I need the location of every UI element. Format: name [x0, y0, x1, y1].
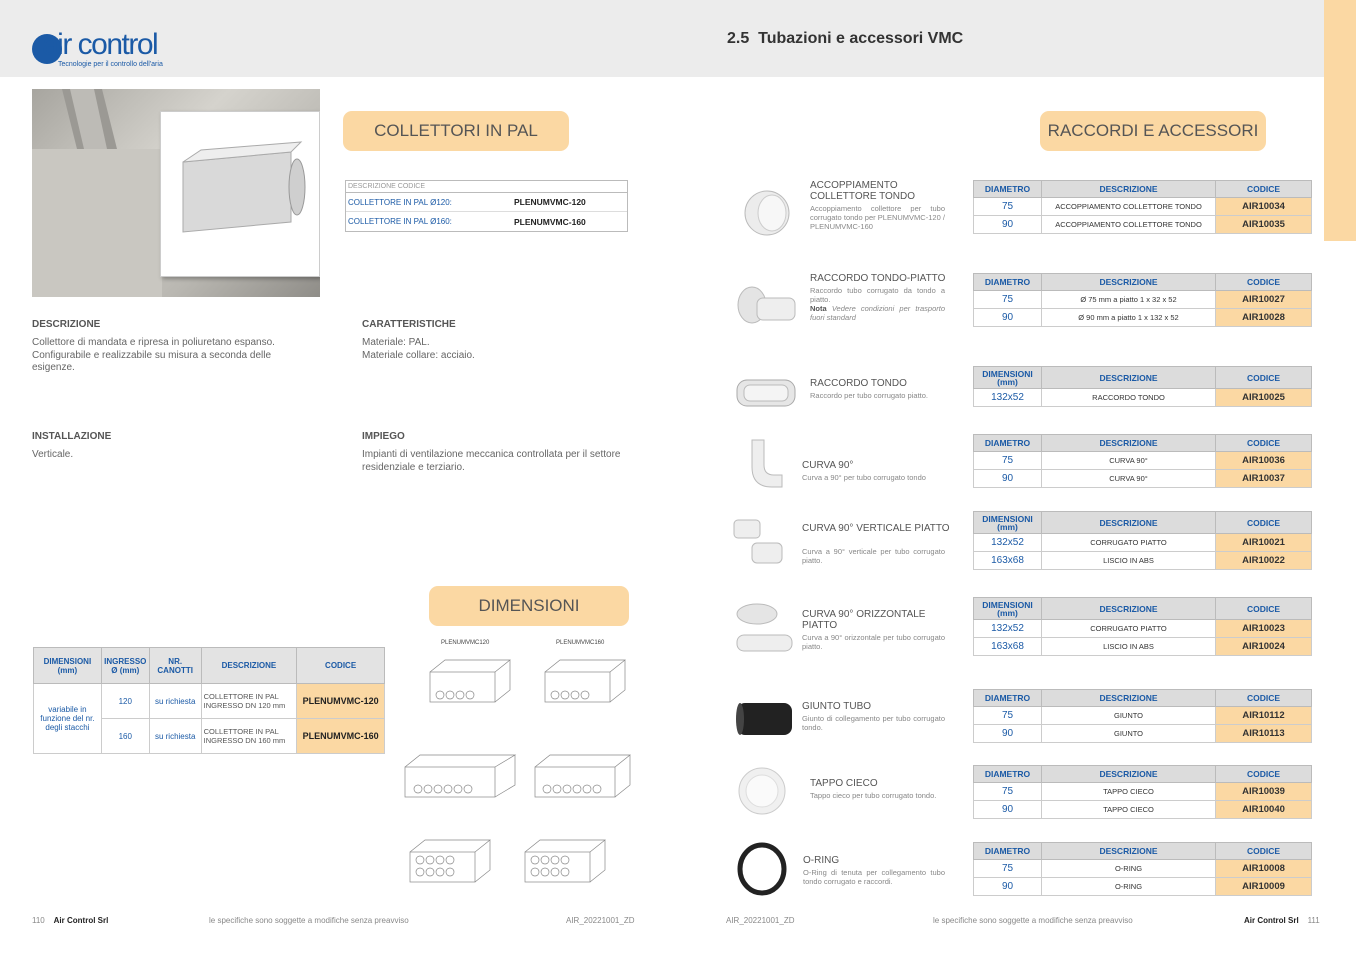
product-joint-icon [732, 695, 802, 751]
dimensioni-title: DIMENSIONI [429, 586, 629, 626]
plenum-box-icon [161, 112, 320, 278]
row-code: PLENUMVMC-160 [514, 216, 586, 227]
page-number-right: 111 [1307, 916, 1320, 925]
table-row [974, 534, 1312, 552]
product-image [732, 765, 802, 826]
table-header-row [974, 435, 1312, 452]
col-header: CODICE [1216, 367, 1312, 389]
footer-company-right: Air Control Srl [1244, 916, 1299, 925]
cell-size: 163x68 [974, 638, 1042, 656]
cell-desc: ACCOPPIAMENTO COLLETTORE TONDO [1042, 198, 1216, 216]
cell-size: 132x52 [974, 534, 1042, 552]
cell-size: 90 [974, 216, 1042, 234]
cell-desc: COLLETTORE IN PAL INGRESSO DN 160 mm [201, 719, 297, 754]
cell-size: 75 [974, 452, 1042, 470]
cell-desc: ACCOPPIAMENTO COLLETTORE TONDO [1042, 216, 1216, 234]
cell-desc: TAPPO CIECO [1042, 783, 1216, 801]
caratteristiche-text: Materiale: PAL. Materiale collare: acciaio. [362, 337, 475, 361]
col-header: DESCRIZIONE [1042, 598, 1216, 620]
col-header: CODICE [1216, 181, 1312, 198]
cell-code: AIR10035 [1216, 216, 1312, 234]
cell-desc: CORRUGATO PIATTO [1042, 534, 1216, 552]
note-label: Nota [810, 304, 827, 313]
col-header: CODICE [1216, 766, 1312, 783]
impiego-text: Impianti di ventilazione meccanica controllata per il settore residenziale e terziario. [362, 449, 621, 473]
product-desc-text: Accoppiamento collettore per tubo corrugato tondo per PLENUMVMC-120 / PLENUMVMC-160 [810, 204, 945, 231]
cell-size: 163x68 [974, 552, 1042, 570]
product-desc-text: O-Ring di tenuta per collegamento tubo tondo corrugato e raccordi. [803, 868, 945, 886]
col-header: DESCRIZIONE [1042, 274, 1216, 291]
product-photo [32, 89, 320, 297]
col-header: DIMENSIONI (mm) [34, 648, 102, 684]
cell-code: AIR10113 [1216, 725, 1312, 743]
product-desc-text: Raccordo per tubo corrugato piatto. [810, 391, 928, 400]
cell-size: 75 [974, 707, 1042, 725]
cell-code: AIR10025 [1216, 389, 1312, 407]
dim-note: variabile in funzione del nr. degli stacchi [34, 684, 102, 754]
table-header-row [974, 690, 1312, 707]
cell-canotti: su richiesta [149, 719, 201, 754]
footer-left [32, 916, 108, 925]
table-row [346, 212, 627, 231]
table-row [974, 860, 1312, 878]
product-title: CURVA 90° [802, 460, 854, 471]
cell-size: 90 [974, 309, 1042, 327]
drawing-label: PLENUMVMC120 [441, 640, 490, 646]
section-number: 2.5 [727, 30, 750, 47]
footer-disclaimer: le specifiche sono soggette a modifiche senza preavviso [209, 916, 409, 925]
product-title: CURVA 90° ORIZZONTALE PIATTO [802, 609, 926, 631]
product-title: GIUNTO TUBO [802, 701, 872, 712]
cell-size: 132x52 [974, 620, 1042, 638]
product-image [732, 695, 802, 756]
collettori-table-header: DESCRIZIONE CODICE [346, 181, 627, 193]
cell-code: AIR10040 [1216, 801, 1312, 819]
product-table [973, 597, 1312, 656]
cell-desc: RACCORDO TONDO [1042, 389, 1216, 407]
col-header: DIAMETRO [974, 690, 1042, 707]
row-code: PLENUMVMC-120 [514, 197, 586, 207]
table-header-row [974, 766, 1312, 783]
product-image [732, 435, 802, 496]
product-cap-icon [732, 765, 802, 821]
page-header [0, 0, 1356, 77]
dimensioni-table [33, 647, 385, 754]
col-header: DIAMETRO [974, 435, 1042, 452]
product-table [973, 765, 1312, 819]
col-header: CODICE [1216, 843, 1312, 860]
cell-size: 90 [974, 470, 1042, 488]
product-flat-icon [732, 370, 802, 426]
cell-code: PLENUMVMC-160 [297, 719, 385, 754]
product-table [973, 511, 1312, 570]
cell-canotti: su richiesta [149, 684, 201, 719]
drawing-label: PLENUMVMC160 [556, 640, 605, 646]
cell-size: 90 [974, 725, 1042, 743]
collettori-title: COLLETTORI IN PAL [343, 111, 569, 151]
footer-doc-code-right: AIR_20221001_ZD [726, 916, 795, 925]
table-row [974, 638, 1312, 656]
cell-desc: CORRUGATO PIATTO [1042, 620, 1216, 638]
product-hflat-icon [732, 600, 802, 656]
table-row [974, 216, 1312, 234]
col-header: DESCRIZIONE [1042, 367, 1216, 389]
cell-code: AIR10027 [1216, 291, 1312, 309]
table-header-row [974, 274, 1312, 291]
table-row [346, 193, 627, 212]
col-header: DESCRIZIONE [1042, 690, 1216, 707]
table-row [974, 783, 1312, 801]
product-desc-text: Giunto di collegamento per tubo corrugato tondo. [802, 714, 945, 732]
cell-desc: CURVA 90° [1042, 470, 1216, 488]
col-header: DESCRIZIONE [201, 648, 297, 684]
cell-code: AIR10008 [1216, 860, 1312, 878]
col-header: DESCRIZIONE [1042, 435, 1216, 452]
cell-ingresso: 160 [101, 719, 149, 754]
product-desc-text: Curva a 90° verticale per tubo corrugato piatto. [802, 547, 945, 565]
col-header: DIMENSIONI (mm) [974, 512, 1042, 534]
cell-code: PLENUMVMC-120 [297, 684, 385, 719]
descrizione-text: Collettore di mandata e ripresa in poliuretano espanso. Configurabile e realizzabile su misura a seconda delle esigenze. [32, 337, 275, 373]
table-row [974, 470, 1312, 488]
caratteristiche-label: CARATTERISTICHE [362, 319, 456, 330]
cell-size: 90 [974, 878, 1042, 896]
product-vflat-icon [732, 515, 802, 571]
product-image [732, 842, 802, 903]
cell-size: 75 [974, 860, 1042, 878]
cell-desc: GIUNTO [1042, 725, 1216, 743]
plenum-photo [160, 111, 320, 277]
cell-size: 75 [974, 291, 1042, 309]
product-description [810, 791, 945, 800]
col-header: CODICE [1216, 435, 1312, 452]
footer-doc-code: AIR_20221001_ZD [566, 916, 635, 925]
cell-desc: LISCIO IN ABS [1042, 638, 1216, 656]
table-header-row [974, 843, 1312, 860]
product-description [810, 204, 945, 231]
product-title: CURVA 90° VERTICALE PIATTO [802, 523, 950, 534]
product-title: O-RING [803, 855, 840, 866]
col-header: DESCRIZIONE [1042, 766, 1216, 783]
table-header-row [974, 181, 1312, 198]
col-header: DESCRIZIONE [1042, 512, 1216, 534]
product-adapter-icon [732, 280, 802, 336]
table-row [974, 552, 1312, 570]
cell-code: AIR10037 [1216, 470, 1312, 488]
product-image [732, 600, 802, 661]
cell-code: AIR10024 [1216, 638, 1312, 656]
cell-desc: Ø 90 mm a piatto 1 x 132 x 52 [1042, 309, 1216, 327]
side-tab [1324, 0, 1356, 241]
col-header: DIMENSIONI (mm) [974, 367, 1042, 389]
product-title: RACCORDO TONDO [810, 378, 907, 389]
cell-code: AIR10023 [1216, 620, 1312, 638]
cell-size: 75 [974, 198, 1042, 216]
installazione-label: INSTALLAZIONE [32, 431, 112, 442]
cell-code: AIR10034 [1216, 198, 1312, 216]
cell-size: 90 [974, 801, 1042, 819]
product-description [802, 633, 945, 651]
table-row [974, 198, 1312, 216]
col-header: CODICE [1216, 274, 1312, 291]
product-description [802, 473, 945, 482]
table-row [974, 725, 1312, 743]
table-row [974, 309, 1312, 327]
product-image [732, 185, 802, 246]
table-row [974, 801, 1312, 819]
cell-ingresso: 120 [101, 684, 149, 719]
cell-desc: O-RING [1042, 878, 1216, 896]
product-oring-icon [732, 842, 802, 898]
product-table [973, 434, 1312, 488]
cell-code: AIR10022 [1216, 552, 1312, 570]
cell-desc: O-RING [1042, 860, 1216, 878]
footer-right [1244, 916, 1320, 925]
product-elbow-icon [732, 435, 802, 491]
table-header-row [34, 648, 385, 684]
product-desc-text: Curva a 90° orizzontale per tubo corrugato piatto. [802, 633, 945, 651]
cell-code: AIR10036 [1216, 452, 1312, 470]
collettori-table [345, 180, 628, 232]
product-title: ACCOPPIAMENTO COLLETTORE TONDO [810, 180, 916, 202]
table-row [974, 707, 1312, 725]
cell-code: AIR10039 [1216, 783, 1312, 801]
col-header: DIAMETRO [974, 766, 1042, 783]
product-description [802, 547, 945, 565]
product-desc-text: Curva a 90° per tubo corrugato tondo [802, 473, 926, 482]
product-image [732, 370, 802, 431]
table-row [974, 620, 1312, 638]
product-description [803, 868, 945, 886]
table-header-row [974, 512, 1312, 534]
product-title: TAPPO CIECO [810, 778, 878, 789]
col-header: DESCRIZIONE [1042, 843, 1216, 860]
col-header: DIMENSIONI (mm) [974, 598, 1042, 620]
col-header: CODICE [1216, 512, 1312, 534]
logo-text: air control [42, 28, 158, 61]
cell-desc: GIUNTO [1042, 707, 1216, 725]
cell-code: AIR10009 [1216, 878, 1312, 896]
product-desc-text: Tappo cieco per tubo corrugato tondo. [810, 791, 937, 800]
product-table [973, 842, 1312, 896]
col-header: DIAMETRO [974, 274, 1042, 291]
col-header: CODICE [297, 648, 385, 684]
descrizione-label: DESCRIZIONE [32, 319, 101, 330]
product-table [973, 366, 1312, 407]
footer-company: Air Control Srl [53, 916, 109, 925]
product-description [810, 391, 945, 400]
col-header: DIAMETRO [974, 181, 1042, 198]
table-row [974, 291, 1312, 309]
product-table [973, 273, 1312, 327]
product-table [973, 689, 1312, 743]
table-row [34, 684, 385, 719]
section-title: Tubazioni e accessori VMC [758, 30, 964, 47]
product-coupler-icon [732, 185, 802, 241]
cell-desc: Ø 75 mm a piatto 1 x 32 x 52 [1042, 291, 1216, 309]
col-header: DESCRIZIONE [1042, 181, 1216, 198]
col-header: CODICE [1216, 598, 1312, 620]
product-image [732, 280, 802, 341]
cell-desc: TAPPO CIECO [1042, 801, 1216, 819]
logo-tagline: Tecnologie per il controllo dell'aria [58, 61, 163, 68]
cell-desc: COLLETTORE IN PAL INGRESSO DN 120 mm [201, 684, 297, 719]
footer-disclaimer-right: le specifiche sono soggette a modifiche senza preavviso [933, 916, 1133, 925]
cell-desc: CURVA 90° [1042, 452, 1216, 470]
dimension-drawings-icon [400, 652, 635, 892]
product-title: RACCORDO TONDO-PIATTO [810, 273, 946, 284]
impiego-label: IMPIEGO [362, 431, 405, 442]
page-title [727, 30, 963, 48]
product-description [802, 714, 945, 732]
cell-size: 75 [974, 783, 1042, 801]
raccordi-title: RACCORDI E ACCESSORI [1040, 111, 1266, 151]
cell-size: 132x52 [974, 389, 1042, 407]
col-header: DIAMETRO [974, 843, 1042, 860]
product-desc-text: Raccordo tubo corrugato da tondo a piatto. [810, 286, 945, 304]
product-table [973, 180, 1312, 234]
table-header-row [974, 598, 1312, 620]
table-row [974, 878, 1312, 896]
table-row [974, 452, 1312, 470]
col-header: CODICE [1216, 690, 1312, 707]
row-desc: COLLETTORE IN PAL Ø160: [348, 217, 452, 226]
row-desc: COLLETTORE IN PAL Ø120: [348, 197, 452, 207]
cell-desc: LISCIO IN ABS [1042, 552, 1216, 570]
table-row [974, 389, 1312, 407]
cell-code: AIR10021 [1216, 534, 1312, 552]
table-header-row [974, 367, 1312, 389]
product-description [810, 286, 945, 322]
cell-code: AIR10028 [1216, 309, 1312, 327]
installazione-text: Verticale. [32, 449, 74, 460]
col-header: NR. CANOTTI [149, 648, 201, 684]
col-header: INGRESSO Ø (mm) [101, 648, 149, 684]
cell-code: AIR10112 [1216, 707, 1312, 725]
page-number-left: 110 [32, 916, 45, 925]
note-text: Vedere condizioni per trasporto fuori standard [810, 304, 945, 322]
product-image [732, 515, 802, 576]
